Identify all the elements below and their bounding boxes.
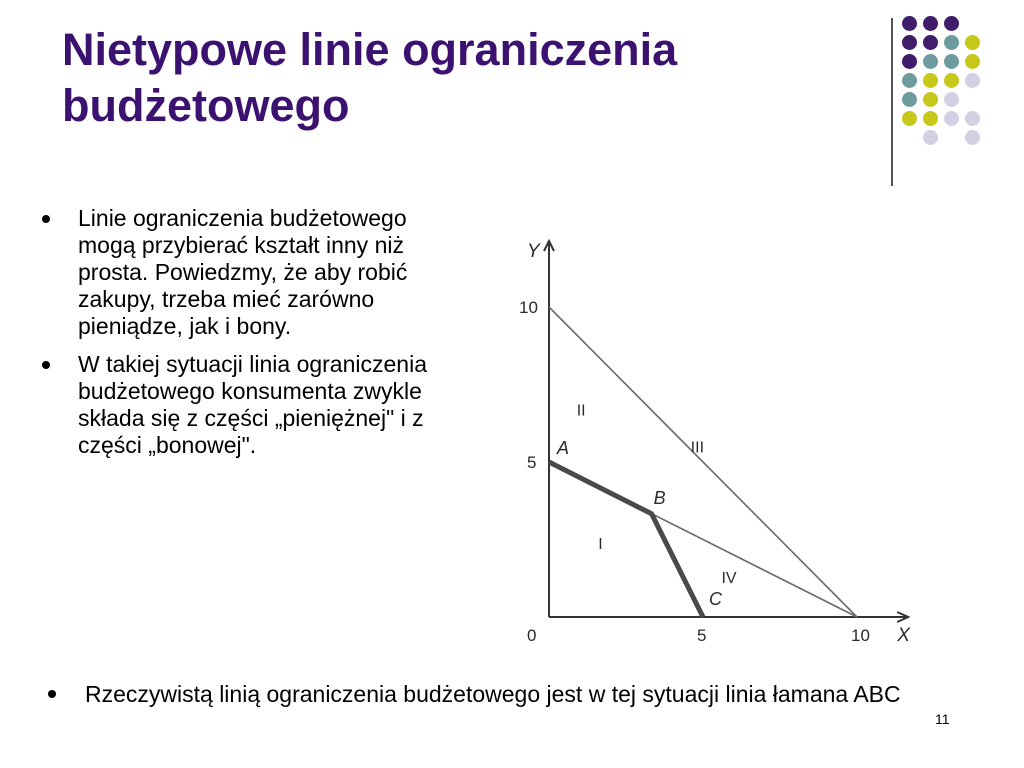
- decorative-dot: [944, 111, 959, 126]
- decorative-dot: [965, 130, 980, 145]
- region-label: I: [598, 535, 603, 553]
- region-label: III: [690, 439, 705, 457]
- decorative-divider: [891, 18, 893, 186]
- decorative-dot: [965, 35, 980, 50]
- decorative-dot: [944, 35, 959, 50]
- decorative-dot: [965, 54, 980, 69]
- decorative-dot: [923, 73, 938, 88]
- point-label-c: C: [709, 589, 722, 609]
- decorative-dot: [902, 16, 917, 31]
- y-axis-label: Y: [527, 241, 540, 262]
- region-label: II: [576, 402, 586, 420]
- region-label: IV: [721, 569, 737, 587]
- point-label-a: A: [557, 438, 570, 458]
- slide-title-line-2: budżetowego: [62, 80, 350, 131]
- decorative-dot: [902, 111, 917, 126]
- decorative-dot: [944, 73, 959, 88]
- decorative-dot: [923, 35, 938, 50]
- x-tick-label: 5: [697, 626, 707, 645]
- budget-line-abc: [549, 462, 703, 617]
- decorative-dot: [944, 54, 959, 69]
- slide-title: [62, 22, 862, 134]
- decorative-dot: [923, 92, 938, 107]
- decorative-dot: [902, 35, 917, 50]
- x-tick-label: 10: [851, 626, 870, 645]
- bullet-item-1: Linie ograniczenia budżetowego mogą przybierać kształt inny niż prosta. Powiedzmy, że aby robić zakupy, trzeba mieć zarówno pieniądze, jak i bony.: [40, 205, 460, 340]
- bullet-list: [40, 205, 460, 470]
- budget-constraint-chart: [486, 205, 1006, 670]
- decorative-dot: [902, 92, 917, 107]
- bottom-bullet-list: [40, 680, 970, 708]
- budget-constraint-figure: [486, 205, 1006, 670]
- bullet-item-2: W takiej sytuacji linia ograniczenia budżetowego konsumenta zwykle składa się z części „pieniężnej" i z części „bonowej".: [40, 351, 460, 459]
- page-number: 11: [935, 711, 950, 727]
- decorative-dot: [965, 111, 980, 126]
- decorative-dot: [965, 73, 980, 88]
- bottom-bullet-item: Rzeczywistą linią ograniczenia budżetowego jest w tej sytuacji linia łamana ABC: [40, 680, 970, 708]
- decorative-dot: [923, 130, 938, 145]
- decorative-dot-grid: [902, 16, 1012, 166]
- y-tick-label: 10: [519, 298, 538, 317]
- point-label-b: B: [653, 487, 666, 508]
- decorative-dot: [944, 16, 959, 31]
- x-axis-label: X: [897, 625, 910, 646]
- decorative-dot: [923, 111, 938, 126]
- decorative-dot: [902, 54, 917, 69]
- x-tick-label: 0: [527, 626, 537, 645]
- decorative-dot: [944, 92, 959, 107]
- slide-title-line-1: Nietypowe linie ograniczenia: [62, 24, 678, 75]
- budget-line-1: [549, 307, 857, 617]
- decorative-dot: [923, 16, 938, 31]
- y-tick-label: 5: [527, 453, 537, 472]
- decorative-dot: [923, 54, 938, 69]
- decorative-dot: [902, 73, 917, 88]
